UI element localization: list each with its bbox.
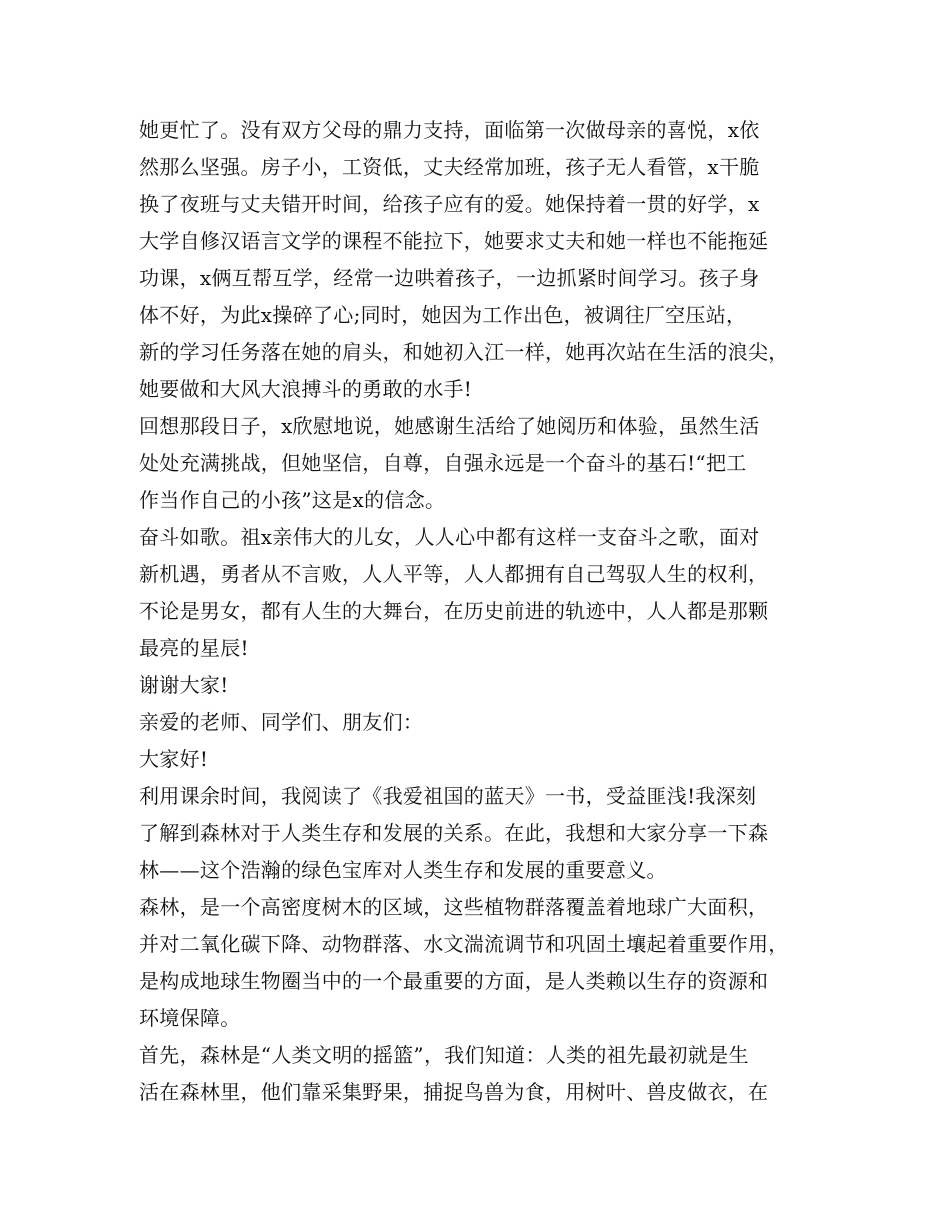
text-line: 处处充满挑战，但她坚信，自尊，自强永远是一个奋斗的基石!“把工 — [139, 451, 747, 475]
text-line: 了解到森林对于人类生存和发展的关系。在此，我想和大家分享一下森 — [139, 821, 769, 845]
text-line: 作当作自己的小孩”这是x的信念。 — [139, 488, 446, 512]
text-line: 利用课余时间，我阅读了《我爱祖国的蓝天》一书，受益匪浅!我深刻 — [139, 784, 757, 808]
text-line: 不论是男女，都有人生的大舞台，在历史前进的轨迹中，人人都是那颗 — [139, 599, 769, 623]
text-line: 奋斗如歌。祖x亲伟大的儿女，人人心中都有这样一支奋斗之歌，面对 — [139, 525, 760, 549]
text-line: 谢谢大家! — [139, 673, 229, 697]
text-line: 是构成地球生物圈当中的一个最重要的方面，是人类赖以生存的资源和 — [139, 969, 769, 993]
document-body — [139, 112, 819, 1111]
text-line: 回想那段日子，x欣慰地说，她感谢生活给了她阅历和体验，虽然生活 — [139, 414, 760, 438]
text-line: 她要做和大风大浪搏斗的勇敢的水手! — [139, 377, 473, 401]
text-line: 大家好! — [139, 747, 209, 771]
text-line: 森林，是一个高密度树木的区域，这些植物群落覆盖着地球广大面积， — [139, 895, 769, 919]
text-line: 林——这个浩瀚的绿色宝库对人类生存和发展的重要意义。 — [139, 858, 667, 882]
text-line: 环境保障。 — [139, 1006, 241, 1030]
text-line: 首先，森林是“人类文明的摇篮”，我们知道：人类的祖先最初就是生 — [139, 1043, 749, 1067]
text-line: 功课，x俩互帮互学，经常一边哄着孩子，一边抓紧时间学习。孩子身 — [139, 266, 760, 290]
text-line: 换了夜班与丈夫错开时间，给孩子应有的爱。她保持着一贯的好学，x — [139, 192, 760, 216]
text-line: 新机遇，勇者从不言败，人人平等，人人都拥有自己驾驭人生的权利， — [139, 562, 769, 586]
text-line: 并对二氧化碳下降、动物群落、水文湍流调节和巩固土壤起着重要作用， — [139, 932, 789, 956]
text-line: 最亮的星辰! — [139, 636, 249, 660]
text-line: 新的学习任务落在她的肩头，和她初入江一样，她再次站在生活的浪尖， — [139, 340, 789, 364]
text-line: 亲爱的老师、同学们、朋友们： — [139, 710, 424, 734]
text-line: 然那么坚强。房子小，工资低，丈夫经常加班，孩子无人看管，x干脆 — [139, 155, 760, 179]
text-line: 活在森林里，他们靠采集野果，捕捉鸟兽为食，用树叶、兽皮做衣，在 — [139, 1080, 769, 1104]
text-line: 体不好，为此x操碎了心;同时，她因为工作出色，被调往厂空压站， — [139, 303, 747, 327]
text-line: 大学自修汉语言文学的课程不能拉下，她要求丈夫和她一样也不能拖延 — [139, 229, 769, 253]
text-line: 她更忙了。没有双方父母的鼎力支持，面临第一次做母亲的喜悦，x依 — [139, 118, 760, 142]
